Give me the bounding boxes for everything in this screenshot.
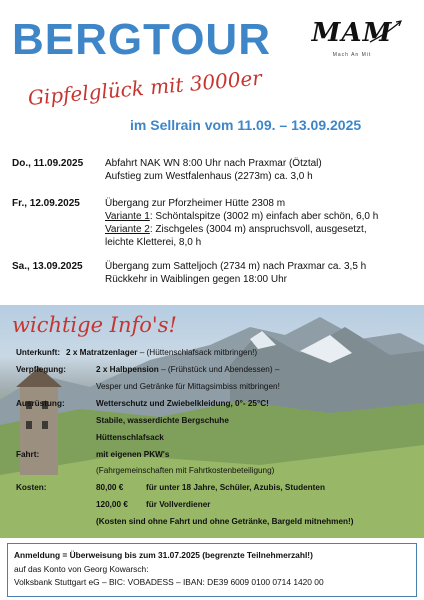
info-value-rest: – (Frühstück und Abendessen) – <box>158 365 280 374</box>
info-value-rest: – (Hüttenschlafsack mitbringen!) <box>137 348 258 357</box>
club-logo <box>300 16 404 66</box>
info-label: Fahrt: <box>16 450 40 459</box>
info-label: Kosten: <box>16 483 47 492</box>
date-line: im Sellrain vom 11.09. – 13.09.2025 <box>130 117 362 133</box>
info-ausruestung <box>0 397 424 449</box>
info-verpflegung <box>0 363 424 389</box>
info-heading: wichtige Info's! <box>12 313 177 337</box>
schedule-date: Do., 11.09.2025 <box>12 158 84 169</box>
schedule-text <box>105 157 417 183</box>
info-value-line2: (Fahrgemeinschaften mit Fahrtkostenbeteiligung) <box>96 466 275 475</box>
price: 80,00 € <box>96 483 124 492</box>
schedule-text <box>105 260 417 286</box>
logo-text: MAM <box>311 18 393 48</box>
schedule-line: Aufstieg zum Westfalenhaus (2273m) ca. 3,0 h <box>105 171 313 182</box>
info-label: Unterkunft: <box>16 348 61 357</box>
schedule-variant-2 <box>105 223 417 236</box>
info-value: mit eigenen PKW's <box>96 450 170 459</box>
info-value: Hüttenschlafsack <box>96 433 164 442</box>
schedule-line: Rückkehr in Waiblingen gegen 18:00 Uhr <box>105 274 287 285</box>
info-value-line2: Vesper und Getränke für Mittagsimbiss mitbringen! <box>96 382 280 391</box>
info-value: Stabile, wasserdichte Bergschuhe <box>96 416 229 425</box>
schedule-day-1 <box>12 157 416 185</box>
schedule-line: Übergang zur Pforzheimer Hütte 2308 m <box>105 198 286 209</box>
price-description: für unter 18 Jahre, Schüler, Azubis, Studenten <box>146 483 325 492</box>
price: 120,00 € <box>96 500 128 509</box>
schedule-line: leichte Kletterei, 8,0 h <box>105 237 202 248</box>
variant-label: Variante 1 <box>105 211 150 222</box>
cost-note: (Kosten sind ohne Fahrt und ohne Getränke, Bargeld mitnehmen!) <box>96 517 354 526</box>
registration-bank: Volksbank Stuttgart eG – BIC: VOBADESS – IBAN: DE39 6009 0100 0714 1420 00 <box>14 577 324 587</box>
info-value-bold: 2 x Halbpension <box>96 365 159 374</box>
price-description: für Vollverdiener <box>146 500 211 509</box>
registration-account: auf das Konto von Georg Kowarsch: <box>14 564 149 574</box>
schedule-line: Übergang zum Satteljoch (2734 m) nach Praxmar ca. 3,5 h <box>105 261 367 272</box>
subtitle: Gipfelglück mit 3000er <box>26 65 263 110</box>
schedule-date: Fr., 12.09.2025 <box>12 198 80 209</box>
info-value-bold: 2 x Matratzenlager <box>66 348 138 357</box>
info-label: Ausrüstung: <box>16 399 65 408</box>
schedule-text <box>105 197 417 249</box>
schedule-date: Sa., 13.09.2025 <box>12 261 83 272</box>
info-value: Wetterschutz und Zwiebelkleidung, 0°- 25°C! <box>96 399 269 408</box>
info-unterkunft <box>0 346 424 359</box>
info-value <box>66 346 257 359</box>
info-label: Verpflegung: <box>16 365 67 374</box>
schedule-day-2 <box>12 197 416 251</box>
schedule-variant-1 <box>105 210 417 223</box>
schedule-line: Abfahrt NAK WN 8:00 Uhr nach Praxmar (Ötztal) <box>105 158 322 169</box>
schedule-day-3 <box>12 260 416 288</box>
registration-box <box>7 543 417 597</box>
info-fahrt <box>0 448 424 478</box>
page-title: BERGTOUR <box>12 15 271 64</box>
registration-deadline: Anmeldung = Überweisung bis zum 31.07.2025 (begrenzte Teilnehmerzahl!) <box>14 550 313 560</box>
variant-text: : Schöntalspitze (3002 m) einfach aber schön, 6,0 h <box>149 211 379 222</box>
logo-arrow-icon <box>300 16 404 66</box>
variant-label: Variante 2 <box>105 224 150 235</box>
info-kosten <box>0 481 424 533</box>
variant-text: : Zischgeles (3004 m) anspruchsvoll, ausgesetzt, <box>149 224 367 235</box>
logo-subtext: Mach An Mit <box>332 52 372 58</box>
info-value <box>96 363 279 376</box>
